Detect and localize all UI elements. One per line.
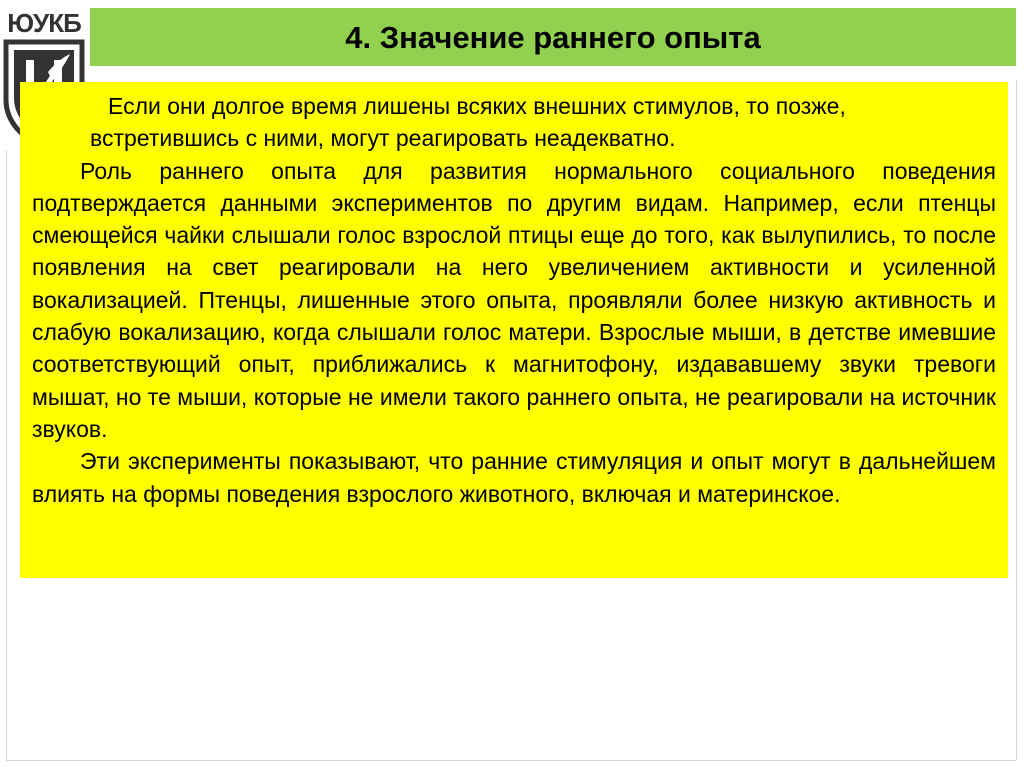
slide-frame-right xyxy=(1016,80,1017,760)
slide-frame-bottom xyxy=(6,760,1016,761)
paragraph-2: Роль раннего опыта для развития нормального социального поведения подтверждается данными экспериментов по другим видам. Например, если птенцы смеющейся чайки слышали голос взрослой птицы еще до того, как вылупились, то после появления на свет реагировали на него увеличением активности и усиленной вокализацией. Птенцы, лишенные этого опыта, проявляли более низкую активность и слабую вокализацию, когда слышали голос матери. Взрослые мыши, в детстве имевшие соответствующий опыт, приближались к магнитофону, издававшему звуки тревоги мышат, но те мыши, которые не имели такого раннего опыта, не реагировали на источник звуков. xyxy=(32,157,996,442)
logo-text: ЮУКБ xyxy=(7,8,81,38)
slide-frame-left xyxy=(6,150,7,760)
title-bar xyxy=(90,8,1016,66)
paragraph-1-line-2: встретившись с ними, могут реагировать неадекватно. xyxy=(90,125,676,152)
content-box xyxy=(20,82,1008,578)
paragraph-1-line-1: Если они долгое время лишены всяких внешних стимулов, то позже, xyxy=(108,93,846,119)
paragraph-3: Эти эксперименты показывают, что ранние стимуляция и опыт могут в дальнейшем влиять на формы поведения взрослого животного, включая и материнское. xyxy=(32,448,996,507)
slide-title: 4. Значение раннего опыта xyxy=(345,19,761,55)
